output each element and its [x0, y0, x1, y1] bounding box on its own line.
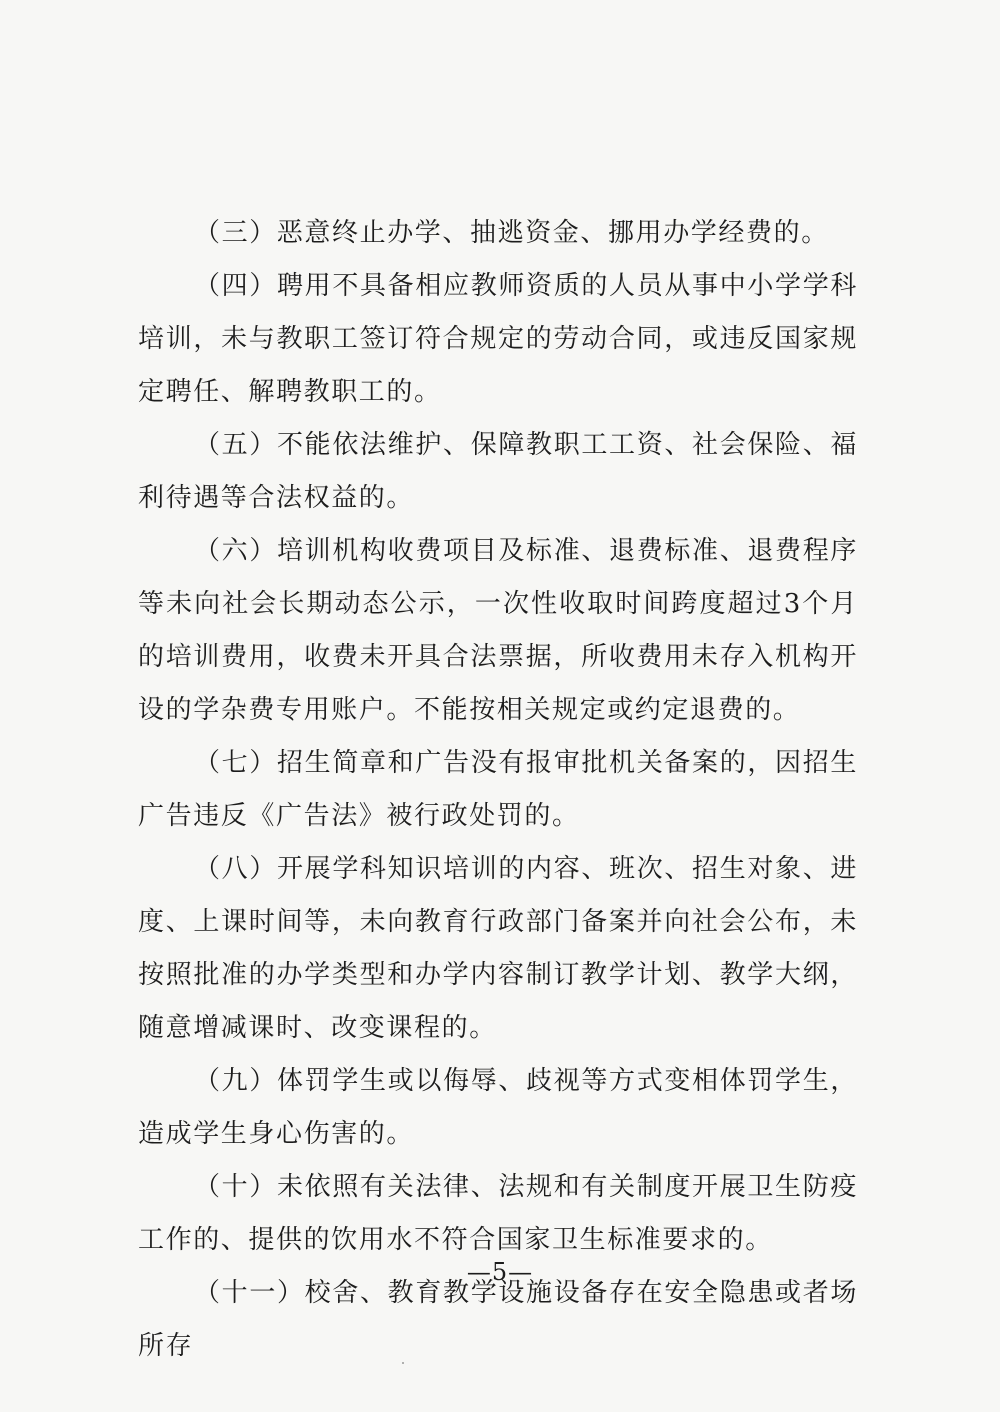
paragraph-9: （九）体罚学生或以侮辱、歧视等方式变相体罚学生，造成学生身心伤害的。	[138, 1066, 858, 1149]
paragraph-3: （三）恶意终止办学、抽逃资金、挪用办学经费的。	[194, 218, 829, 248]
document-body	[138, 207, 858, 1373]
paragraph-7: （七）招生简章和广告没有报审批机关备案的，因招生广告违反《广告法》被行政处罚的。	[138, 748, 858, 831]
page-number: —5—	[466, 1258, 534, 1286]
paragraph-10: （十）未依照有关法律、法规和有关制度开展卫生防疫工作的、提供的饮用水不符合国家卫生标准要求的。	[138, 1172, 858, 1255]
paragraph-4: （四）聘用不具备相应教师资质的人员从事中小学学科培训，未与教职工签订符合规定的劳动合同，或违反国家规定聘任、解聘教职工的。	[138, 271, 858, 407]
paragraph-11: （十一）校舍、教育教学设施设备存在安全隐患或者场所存	[138, 1278, 858, 1361]
scan-speck	[402, 1362, 404, 1364]
paragraph-6: （六）培训机构收费项目及标准、退费标准、退费程序等未向社会长期动态公示，一次性收取时间跨度超过3个月的培训费用，收费未开具合法票据，所收费用未存入机构开设的学杂费专用账户。不能按相关规定或约定退费的。	[138, 536, 858, 725]
paragraph-5: （五）不能依法维护、保障教职工工资、社会保险、福利待遇等合法权益的。	[138, 430, 858, 513]
paragraph-8: （八）开展学科知识培训的内容、班次、招生对象、进度、上课时间等，未向教育行政部门备案并向社会公布，未按照批准的办学类型和办学内容制订教学计划、教学大纲，随意增减课时、改变课程的。	[138, 854, 858, 1043]
